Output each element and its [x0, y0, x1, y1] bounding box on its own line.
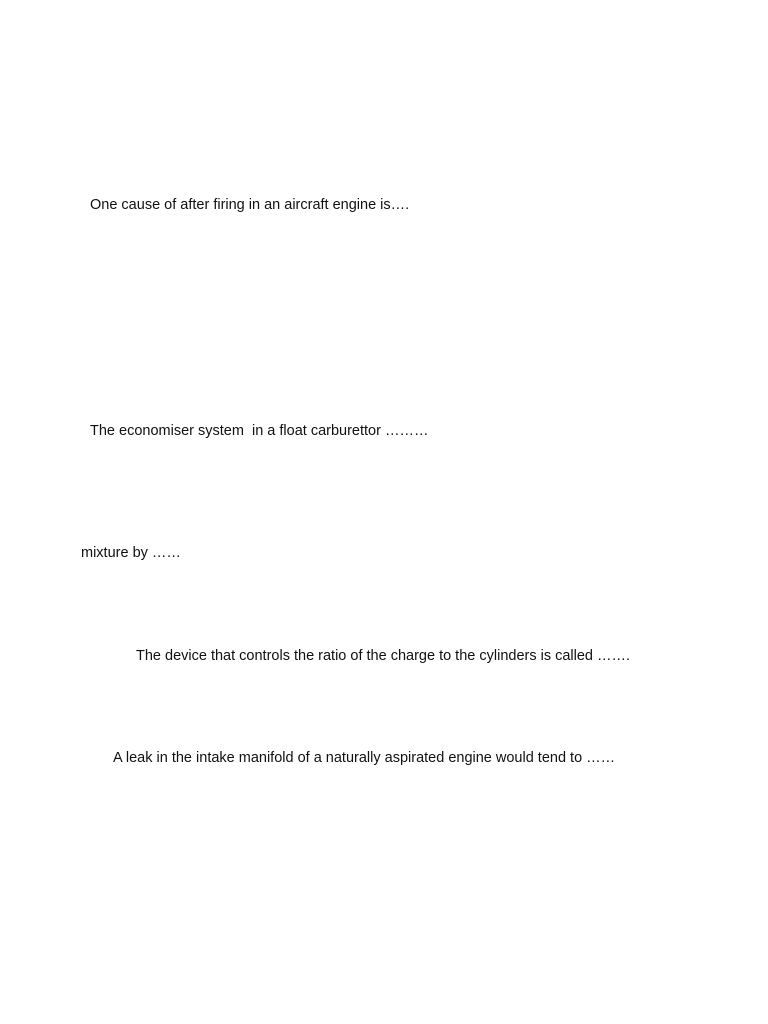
question-economiser-system: The economiser system in a float carburettor ……… [90, 423, 429, 439]
question-mixture-continuation: mixture by …… [81, 545, 181, 561]
question-charge-ratio-device: The device that controls the ratio of the charge to the cylinders is called ……. [136, 648, 631, 664]
question-intake-manifold-leak: A leak in the intake manifold of a naturally aspirated engine would tend to …… [113, 750, 616, 766]
question-after-firing: One cause of after firing in an aircraft engine is…. [90, 197, 410, 213]
